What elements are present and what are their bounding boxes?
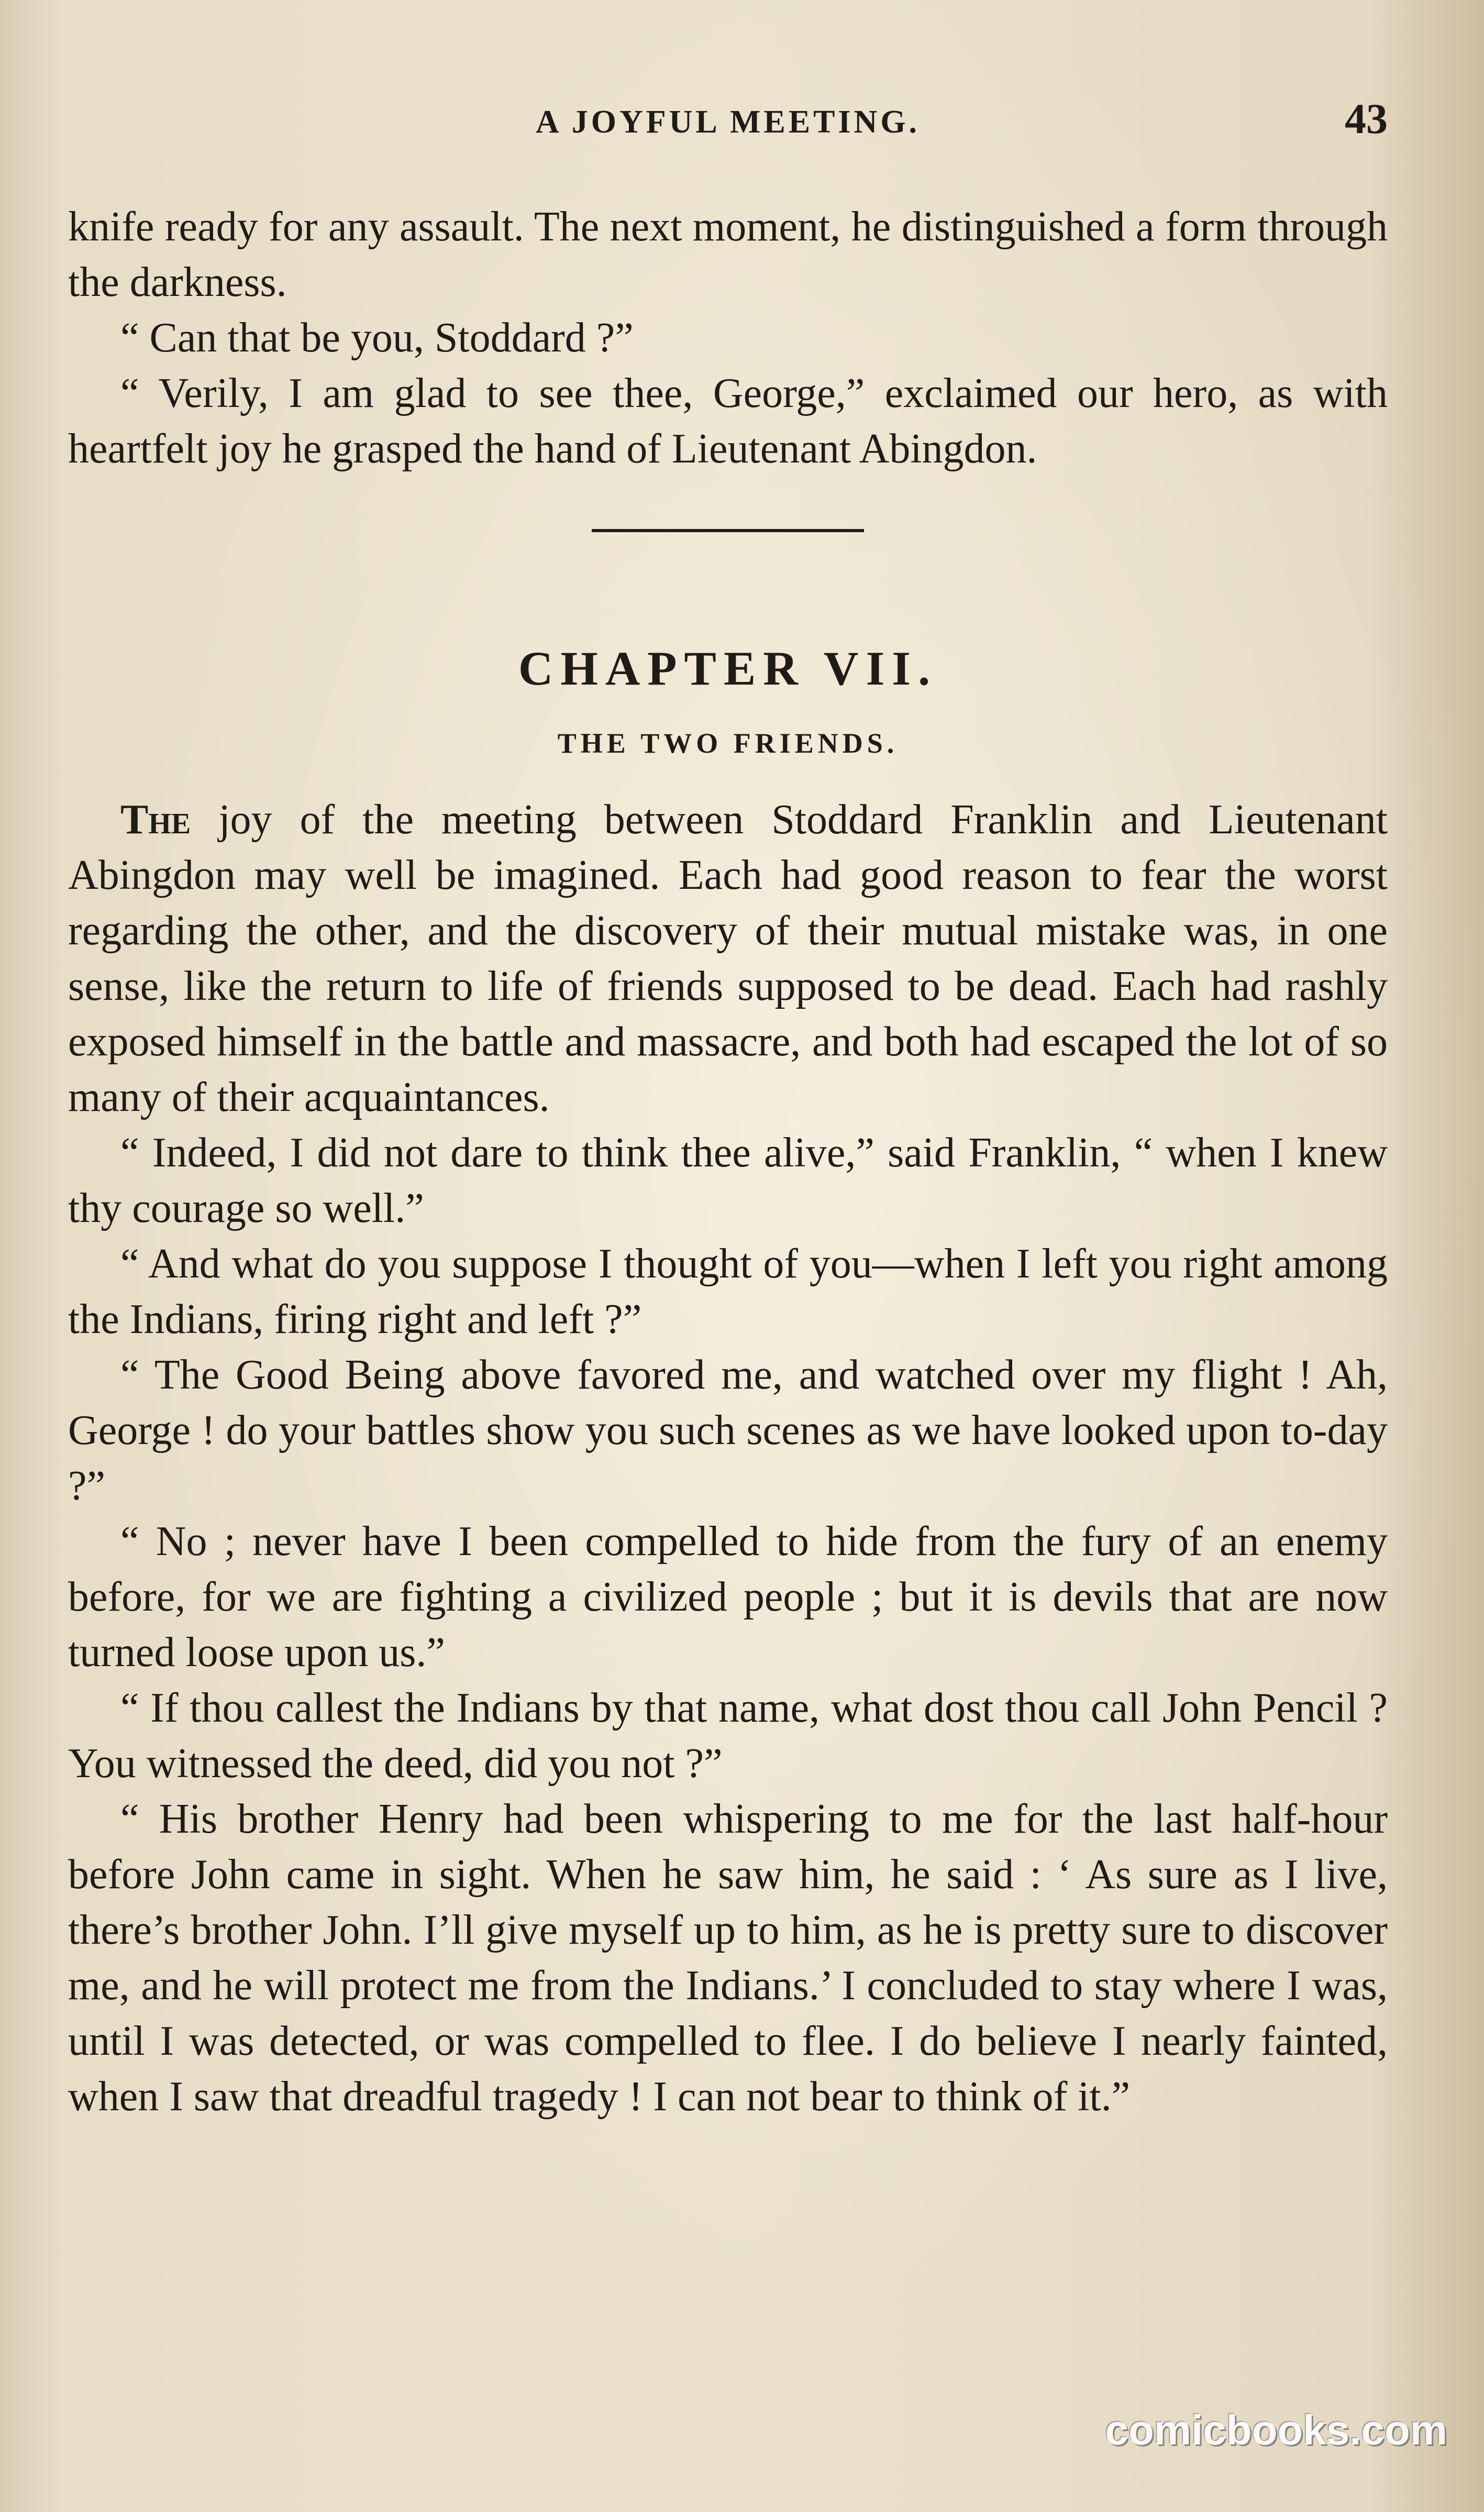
paragraph: “ No ; never have I been compelled to hide from the fury of an enemy before, for we are fighting a civilized people ; but it is devils that are now turned loose upon us.” [68,1518,1388,1676]
chapter-title: CHAPTER VII. [518,642,938,695]
paragraph: “ Indeed, I did not dare to think thee alive,” said Franklin, “ when I knew thy courage so well.” [68,1130,1388,1231]
paragraph-text: joy of the meeting between Stoddard Franklin and Lieutenant Abingdon may well be imagined. Each had good reason to fear the worst regarding the other, and the discovery of their mutual mistake was, in one sense, like the return to life of friends supposed to be dead. Each had rashly exposed himself in the battle and massacre, and both had escaped the lot of so many of their acquaintances. [68,797,1388,1120]
running-title: A JOYFUL MEETING. [535,104,921,140]
first-word: The [120,797,191,843]
paragraph: “ The Good Being above favored me, and watched over my flight ! Ah, George ! do your battles show you such scenes as we have looked upon to-day ?” [68,1352,1388,1509]
paragraph: “ Can that be you, Stoddard ?” [120,315,634,361]
paragraph: knife ready for any assault. The next moment, he distinguished a form through the darkness. [68,204,1388,305]
paragraph: “ His brother Henry had been whispering to me for the last half-hour before John came in sight. When he saw him, he said : ‘ As sure as I live, there’s brother John. I’ll give myself up to him, as he is pretty sure to discover me, and he will protect me from the Indians.’ I concluded to stay where I was, until I was detected, or was compelled to flee. I do believe I nearly fainted, when I saw that dreadful tragedy ! I can not bear to think of it.” [68,1796,1388,2120]
page-header [68,94,1388,147]
page-number: 43 [1345,95,1388,142]
watermark: comicbooks.com [1105,2407,1447,2453]
paragraph: “ If thou callest the Indians by that name, what dost thou call John Pencil ? You witnessed the deed, did you not ?” [68,1685,1388,1787]
body-text [68,199,1388,2124]
section-divider [592,529,864,532]
paragraph: “ And what do you suppose I thought of you—when I left you right among the Indians, firing right and left ?” [68,1241,1388,1342]
paragraph: “ Verily, I am glad to see thee, George,” exclaimed our hero, as with heartfelt joy he grasped the hand of Lieutenant Abingdon. [68,370,1388,472]
chapter-subtitle: THE TWO FRIENDS. [557,728,899,759]
paragraph [68,792,1388,1125]
